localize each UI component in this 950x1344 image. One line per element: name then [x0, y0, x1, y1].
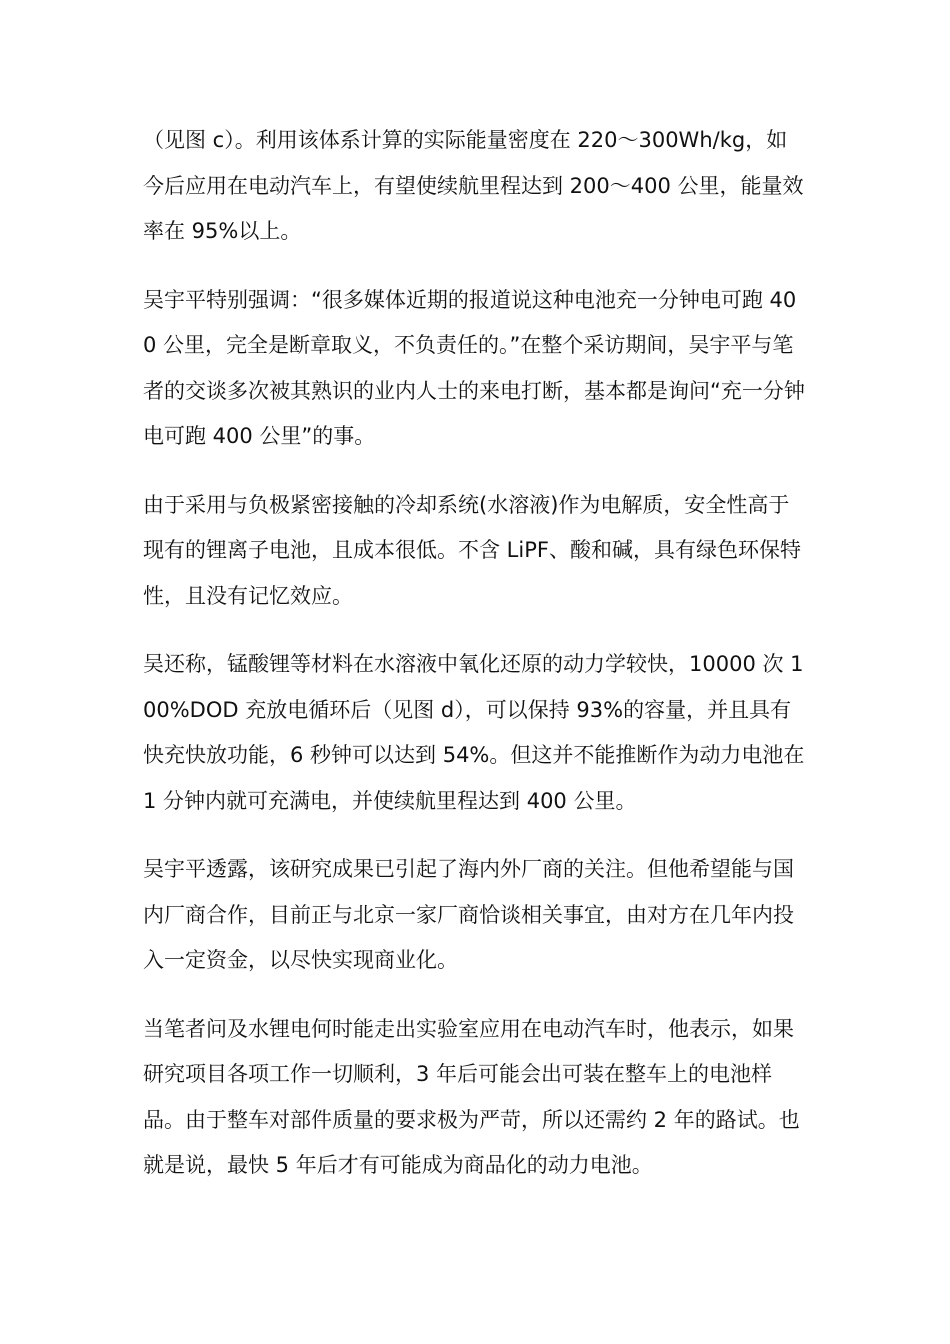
paragraph-1: （见图 c）。利用该体系计算的实际能量密度在 220～300Wh/kg，如今后应用在电动汽车上，有望使续航里程达到 200～400 公里，能量效率在 95%以上。 — [143, 128, 804, 243]
paragraph-5: 吴宇平透露，该研究成果已引起了海内外厂商的关注。但他希望能与国内厂商合作，目前正与北京一家厂商恰谈相关事宜，由对方在几年内投入一定资金，以尽快实现商业化。 — [143, 857, 794, 972]
paragraph-3: 由于采用与负极紧密接触的冷却系统(水溶液)作为电解质，安全性高于现有的锂离子电池，且成本很低。不含 LiPF、酸和碱，具有绿色环保特性，且没有记忆效应。 — [143, 492, 801, 608]
paragraph-6: 当笔者问及水锂电何时能走出实验室应用在电动汽车时，他表示，如果研究项目各项工作一切顺利，3 年后可能会出可装在整车上的电池样品。由于整车对部件质量的要求极为严苛，所以还需约 2 年的路试。也就是说，最快 5 年后才有可能成为商品化的动力电池。 — [143, 1016, 800, 1177]
paragraph-2: 吴宇平特别强调：“很多媒体近期的报道说这种电池充一分钟电可跑 400 公里，完全是断章取义，不负责任的。”在整个采访期间，吴宇平与笔者的交谈多次被其熟识的业内人士的来电打断，基本都是询问“充一分钟电可跑 400 公里”的事。 — [143, 287, 805, 448]
paragraph-4: 吴还称，锰酸锂等材料在水溶液中氧化还原的动力学较快，10000 次 100%DOD 充放电循环后（见图 d），可以保持 93%的容量，并且具有快充快放功能，6 秒钟可以达到 54%。但这并不能推断作为动力电池在 1 分钟内就可充满电，并使续航里程达到 400 公里。 — [143, 652, 805, 813]
document-body — [143, 118, 807, 1212]
